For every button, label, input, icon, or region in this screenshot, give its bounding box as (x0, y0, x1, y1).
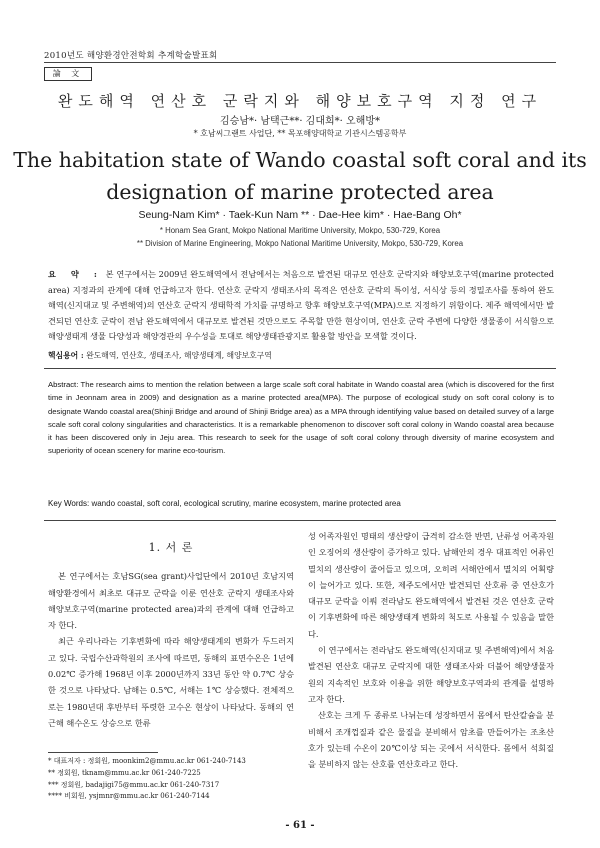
footnote: *** 정회원, badajigi75@mmu.ac.kr 061-240-7317 (48, 780, 220, 789)
body-paragraph: 최근 우리나라는 기후변화에 따라 해양생태계의 변화가 두드러지고 있다. 국립수산과학원의 조사에 따르면, 동해의 표면수온은 1년에 0.02℃ 증가해 1968년 이후 2000년까지 33년 동안 약 0.7℃ 상승한 것으로 나타났다. 남해는 0.5℃, 서해는 1℃ 상승했다. 전체적으로는 1980년대 후반부터 뚜렷한 고수온 현상이 나타났다. 동해의 연근해 해수온도 상승으로 한류 (48, 636, 294, 728)
english-keywords-text: wando coastal, soft coral, ecological scrutiny, marine ecosystem, marine protected area (91, 499, 401, 508)
header-rule (44, 62, 556, 63)
korean-authors: 김승남*· 남택근**· 김대희*· 오해방* (220, 116, 380, 127)
body-paragraph: 산호는 크게 두 종류로 나뉘는데 성장하면서 몸에서 탄산칼슘을 분비해서 조개껍질과 같은 물질을 분비해서 암초를 만들어가는 조초산호가 있는데 수온이 20℃이상 되는 곳에서 서식한다. 몸에서 석회질을 분비하지 않는 산호를 연산호라고 한다. (308, 710, 554, 770)
korean-abstract-label: 요 약 : (48, 269, 103, 279)
korean-abstract-text: 본 연구에서는 2009년 완도해역에서 전남에서는 처음으로 발견된 대규모 연산호 군락지와 해양보호구역(marine protected area) 지정과의 관계에 대해 언급하고자 한다. 연산호 군락지 생태조사의 목적은 연산호 군락의 특이성, 서식상 등의 정밀조사를 통하여 완도해역(신지대교 및 주변해역)의 연산호 군락지 생태학적 가치를 규명하고 향후 해양보호구역(MPA)으로 지정하기 위함이다. 제주 해역에서만 발견되던 연산호 군락이 전남 완도해역에서 대규모로 발견된 것만으로도 주목할 만한 현상이며, 연산호 군락 주변에 다양한 생물종이 서식함으로 해양생태계 생물 다양성과 해양경관의 우수성을 토대로 해양생태관광지로 활용할 방안을 모색할 것이다. (48, 269, 554, 342)
english-affiliation-2: ** Division of Marine Engineering, Mokpo National Maritime University, Mokpo, 530-729, Korea (136, 239, 464, 248)
paper-type-label: 論 文 (44, 67, 92, 81)
english-keywords (48, 499, 554, 508)
english-abstract-text: The research aims to mention the relation between a large scale soft coral habitate in Wando coastal area (which is discovered for the first time in Jeonnam area in 2009) and designation as a marine protected area(MPA). The purpose of ecological study on soft coral colony is to designate Wando coastal area(Shinji Bridge and around of Shinji Bridge area) as a MPA through identifying value based on detailed survey of a large scale soft coral colony singularities and characteristics. It is a remarkable phenomenon to discover soft coral colony in Wando coastal area because it has been discovered only in Jeju area. This research to seek for the usage of soft coral colony through diversity of marine ecosystem and superiority of ocean scenery for marine eco-tourism. (48, 380, 555, 456)
section-heading: 1. 서 론 (148, 541, 194, 554)
footnote: ** 정회원, tknam@mmu.ac.kr 061-240-7225 (48, 768, 201, 777)
english-title-line-2: designation of marine protected area (106, 180, 494, 204)
footnotes (48, 752, 294, 803)
page-number: - 61 - (285, 820, 315, 831)
korean-title: 완도해역 연산호 군락지와 해양보호구역 지정 연구 (57, 92, 543, 110)
english-authors: Seung-Nam Kim* · Taek-Kun Nam ** · Dae-Hee kim* · Hae-Bang Oh* (138, 209, 462, 221)
english-keywords-label: Key Words: (48, 499, 90, 508)
conference-header: 2010년도 해양환경안전학회 추계학술발표회 (44, 51, 218, 61)
body-paragraph: 성 어족자원인 명태의 생산량이 급격히 감소한 반면, 난류성 어족자원인 오징어의 생산량이 증가하고 있다. 남해안의 경우 대표적인 어류인 멸치의 생산량이 줄어들고 있으며, 오히려 서해안에서 멸치의 어획량이 늘어가고 있다. 또한, 제주도에서만 발견되던 산호류 중 연산호가 대규모 군락을 이뤄 전라남도 완도해역에서 발견된 것은 연산호 군락이 기후변화에 따른 해양생태계 변화의 척도로 사용될 수 있음을 말한다. (308, 531, 554, 639)
footnote: * 대표저자 : 정회원, moonkim2@mmu.ac.kr 061-240-7143 (48, 757, 246, 765)
abstract-divider (44, 368, 556, 369)
keywords-divider (44, 520, 556, 521)
footnote-rule (48, 752, 158, 753)
body-column-left (48, 532, 294, 731)
korean-abstract (48, 267, 554, 345)
body-paragraph: 이 연구에서는 전라남도 완도해역(신지대교 및 주변해역)에서 처음 발견된 연산호 대규모 군락지에 대한 생태조사와 더불어 해양생물자원의 지속적인 보호와 이용을 위한 해양보호구역과의 관계를 설명하고자 한다. (308, 645, 554, 704)
body-column-right (308, 528, 554, 772)
footnote: **** 비회원, ysjmnr@mmu.ac.kr 061-240-7144 (48, 792, 210, 801)
korean-affiliation: * 호남씨그랜트 사업단, ** 목포해양대학교 기관시스템공학부 (193, 129, 407, 138)
body-paragraph: 본 연구에서는 호남SG(sea grant)사업단에서 2010년 호남지역 해양환경에서 최초로 대규모 군락을 이룬 연산호 군락지 생태조사와 해양보호구역(marine protected area)과의 관계에 대해 언급하고자 한다. (48, 571, 294, 631)
english-abstract (48, 378, 554, 458)
korean-keywords-text: 완도해역, 연산호, 생태조사, 해양생태계, 해양보호구역 (86, 351, 272, 360)
korean-keywords (48, 350, 554, 361)
english-abstract-label: Abstract: (48, 380, 79, 389)
korean-keywords-label: 핵심용어 : (48, 351, 84, 360)
english-affiliation-1: * Honam Sea Grant, Mokpo National Maritime University, Mokpo, 530-729, Korea (159, 226, 441, 235)
english-title (0, 144, 600, 208)
english-title-line-1: The habitation state of Wando coastal soft coral and its (13, 148, 587, 172)
